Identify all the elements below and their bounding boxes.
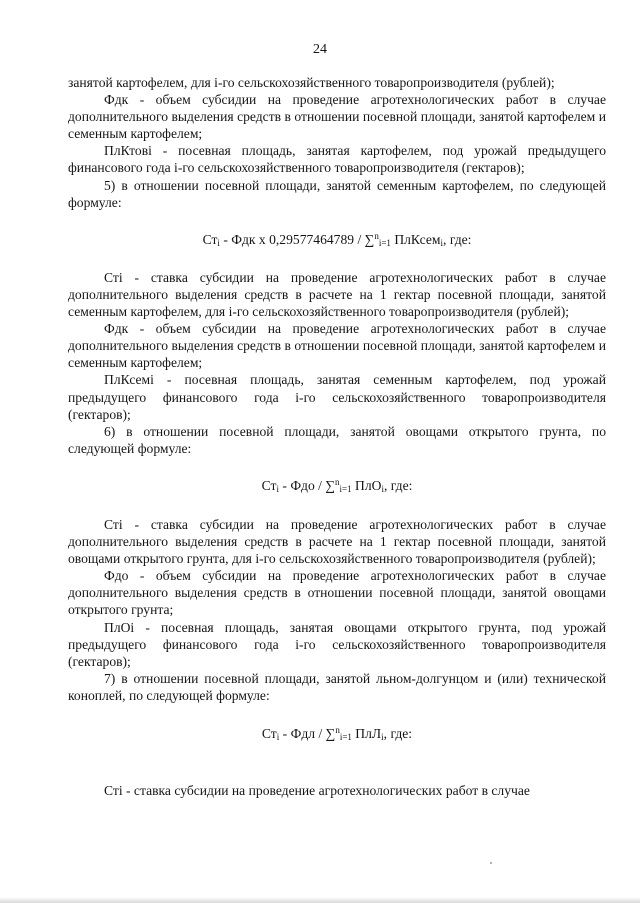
formula-term-subscript: i (440, 237, 444, 248)
formula-term-subscript: i (381, 732, 384, 742)
formula-term: ПлКсем (390, 231, 441, 247)
page-number: 24 (313, 42, 327, 57)
formula-sum-lower: i=1 (339, 483, 352, 494)
formula-rhs: Фдл / ∑ (290, 726, 336, 741)
scan-bottom-edge (0, 897, 640, 903)
paragraph-plktov-definition: ПлКтовi - посевная площадь, занятая картофелем, под урожай предыдущего финансового года i-го сельскохозяйственного товаропроизводителя (гектаров); (68, 143, 606, 176)
formula-rhs: Фдк х 0,29577464789 / ∑ (231, 231, 375, 247)
formula-vegetables (68, 474, 606, 498)
paragraph-sti-definition: Стi - ставка субсидии на проведение агротехнологических работ в случае дополнительного выделения средств в расчете на 1 гектар посевной площади, занятой семенным картофелем, для i-го сельскохозяйственного товаропроизводителя (рублей); (68, 269, 606, 320)
paragraph-plo-definition: ПлОi - посевная площадь, занятая овощами открытого грунта, под урожай предыдущего финансового года i-го сельскохозяйственного товаропроизводителя (гектаров); (68, 619, 606, 669)
formula-seed-potato (68, 228, 606, 252)
paragraph-continuation: занятой картофелем, для i-го сельскохозяйственного товаропроизводителя (рублей); (68, 75, 555, 90)
formula-where: , где: (383, 477, 413, 493)
paragraph-item-6: 6) в отношении посевной площади, занятой овощами открытого грунта, по следующей формуле: (68, 423, 606, 456)
formula-sum-upper: n (374, 230, 379, 241)
paragraph-sti-definition-3: Стi - ставка субсидии на проведение агротехнологических работ в случае (104, 783, 530, 799)
paragraph-item-7: 7) в отношении посевной площади, занятой льном-долгунцом и (или) технической коноплей, по следующей формуле: (68, 670, 606, 703)
formula-equals: - (279, 726, 291, 741)
formula-lhs-subscript: i (276, 483, 279, 494)
paragraph-fdk-definition-2: Фдк - объем субсидии на проведение агротехнологических работ в случае дополнительного выделения средств в отношении посевной площади, занятой картофелем и семенным картофелем; (68, 321, 606, 371)
formula-lhs-subscript: i (276, 732, 280, 742)
formula-equals: - (219, 231, 232, 247)
formula-lhs-subscript: i (217, 237, 220, 248)
paragraph-fdk-definition: Фдк - объем субсидии на проведение агротехнологических работ в случае дополнительного выделения средств в отношении посевной площади, занятой картофелем и семенным картофелем; (68, 92, 606, 142)
formula-term-subscript: i (381, 483, 384, 494)
paragraph-sti-definition-2: Стi - ставка субсидии на проведение агротехнологических работ в случае дополнительного выделения средств в расчете на 1 гектар посевной площади, занятой овощами открытого грунта, для i-го сельскохозяйственного товаропроизводителя (рублей); (68, 516, 606, 567)
formula-flax (68, 722, 606, 746)
formula-rhs: Фдо / ∑ (290, 477, 336, 493)
formula-where: , где: (443, 231, 472, 247)
formula-term: ПлО (351, 477, 382, 493)
formula-sum-upper: n (335, 725, 340, 735)
paragraph-fdo-definition: Фдо - объем субсидии на проведение агротехнологических работ в случае дополнительного выделения средств в отношении посевной площади, занятой овощами открытого грунта; (68, 568, 606, 618)
formula-term: ПлЛ (351, 726, 382, 741)
paragraph-item-5: 5) в отношении посевной площади, занятой семенным картофелем, по следующей формуле: (68, 177, 606, 210)
formula-lhs: Ст (261, 477, 277, 493)
formula-where: , где: (383, 726, 413, 741)
formula-lhs: Ст (202, 231, 218, 247)
formula-equals: - (278, 477, 291, 493)
paragraph-plksem-definition: ПлКсемi - посевная площадь, занятая семенным картофелем, под урожай предыдущего финансового года i-го сельскохозяйственного товаропроизводителя (гектаров); (68, 372, 606, 422)
document-body (68, 74, 606, 799)
formula-sum-lower: i=1 (378, 237, 391, 248)
formula-sum-upper: n (335, 476, 340, 487)
formula-sum-lower: i=1 (339, 732, 352, 742)
scan-speck (490, 862, 492, 864)
formula-lhs: Ст (261, 726, 277, 741)
